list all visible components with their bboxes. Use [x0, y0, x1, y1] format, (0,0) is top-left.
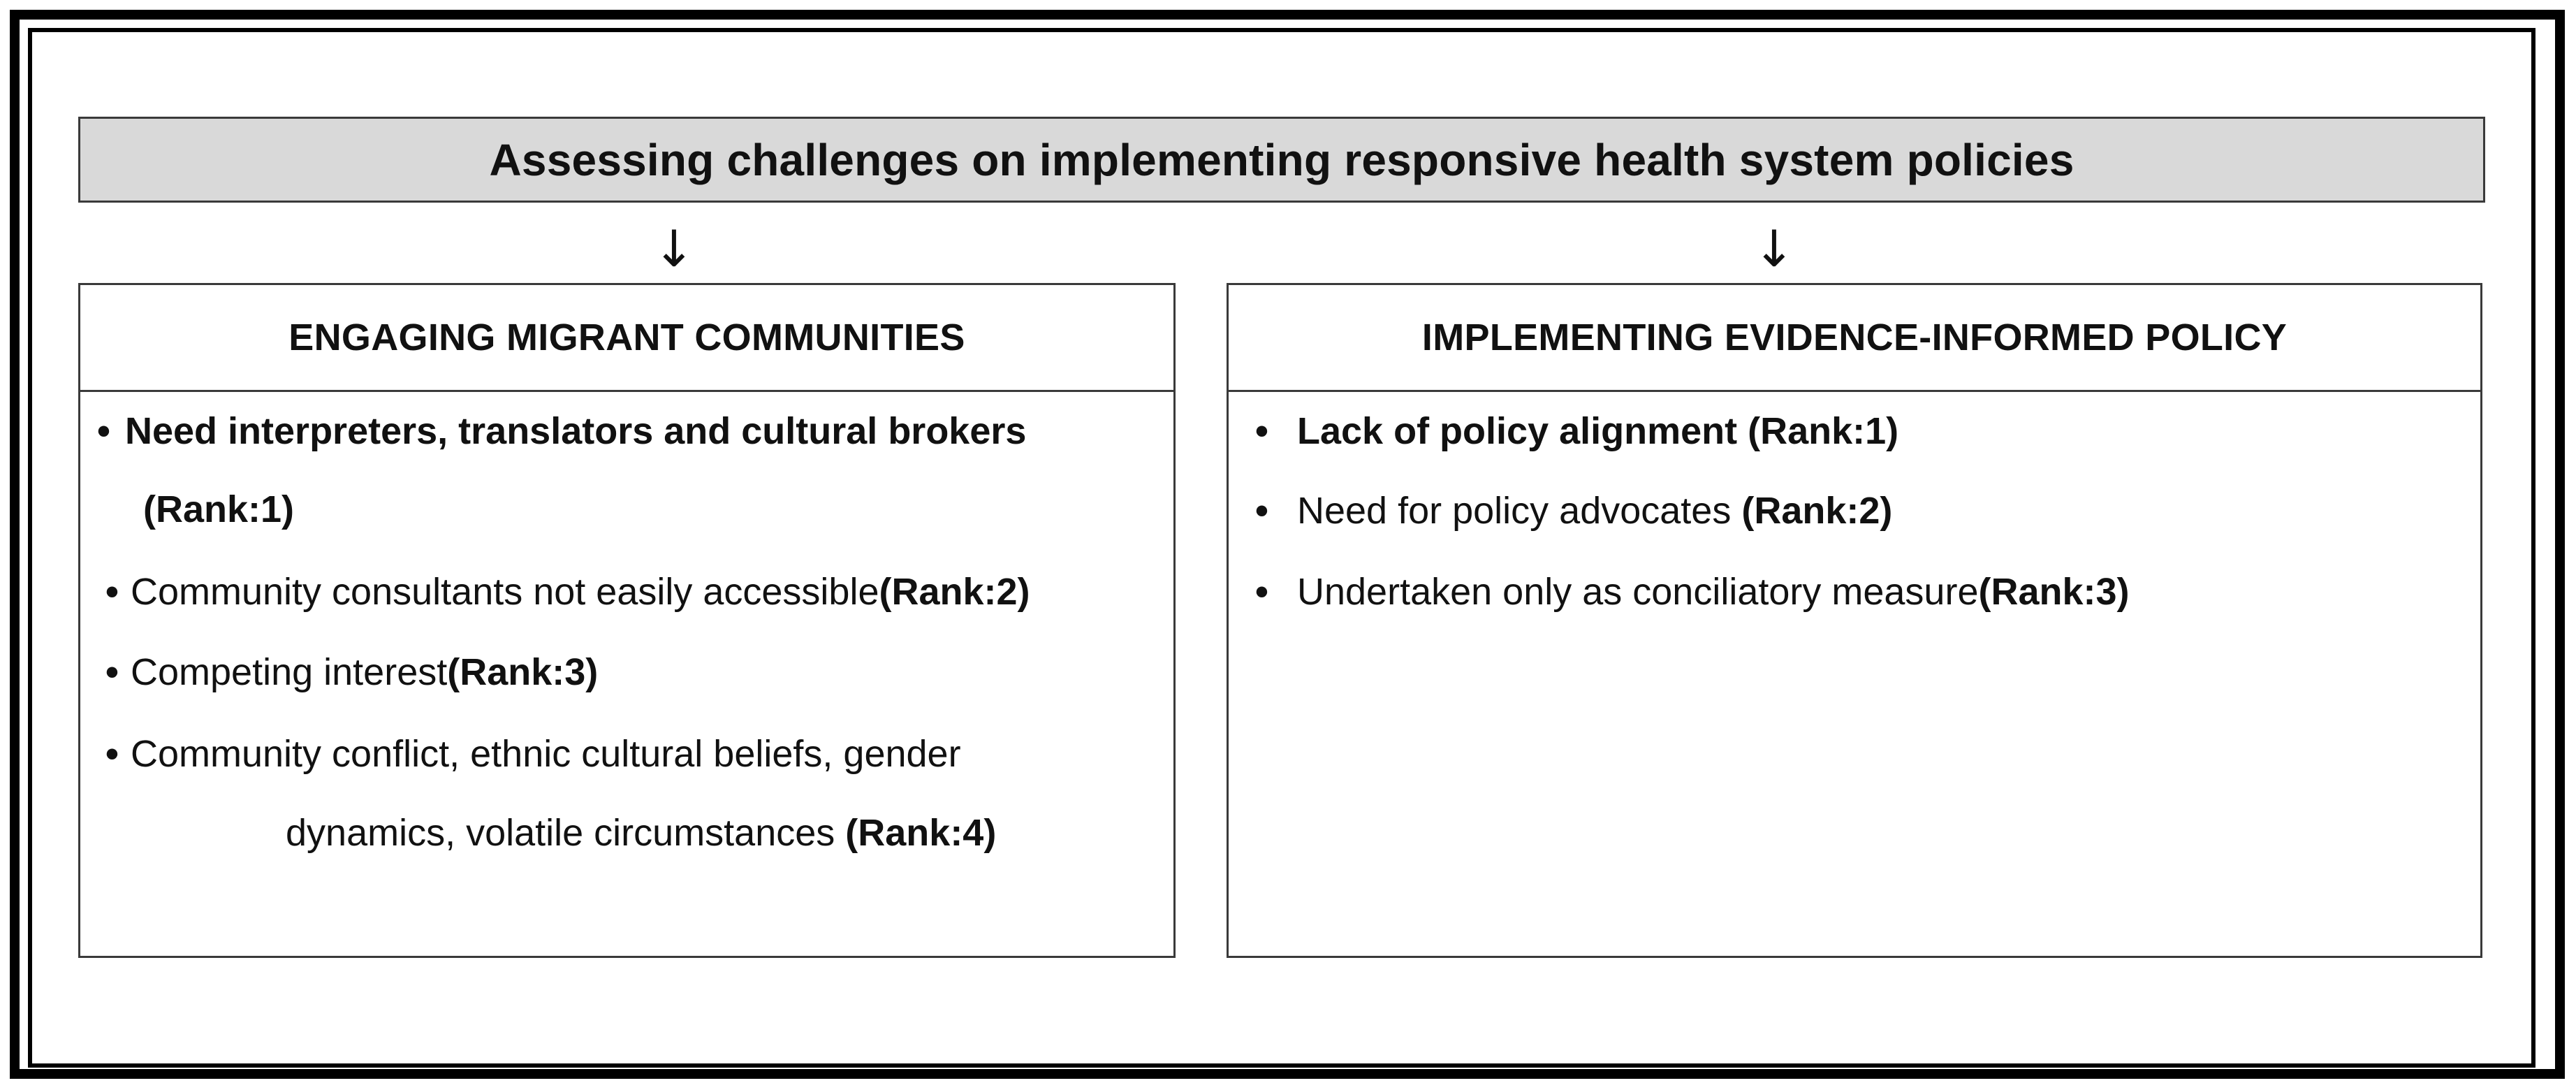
rank-label: (Rank:2) [879, 571, 1030, 613]
list-item-text: dynamics, volatile circumstances [286, 812, 835, 854]
migrant-communities-panel [78, 283, 1176, 958]
list-item [1255, 392, 1898, 470]
list-item-text: Community conflict, ethnic cultural beliefs, gender [131, 733, 961, 775]
bullet-icon: • [97, 410, 110, 452]
list-item [1255, 472, 1892, 550]
list-item [1255, 553, 2130, 631]
bullet-icon: • [1255, 490, 1268, 532]
list-item-rank [143, 470, 294, 548]
list-item [105, 553, 1030, 631]
bullet-icon: • [105, 733, 119, 775]
rank-label: (Rank:4) [845, 812, 997, 854]
list-item [97, 392, 1026, 470]
list-item-text: Competing interest [131, 651, 448, 693]
list-item-text: Need interpreters, translators and cultural brokers [125, 410, 1027, 452]
bullet-icon: • [105, 651, 119, 693]
rank-label: (Rank:2) [1741, 490, 1893, 532]
list-item-text: Undertaken only as conciliatory measure [1297, 571, 1979, 613]
rank-label: (Rank:1) [143, 488, 295, 530]
panel-header-left: ENGAGING MIGRANT COMMUNITIES [80, 285, 1173, 392]
diagram-title [78, 117, 2485, 203]
down-arrow-right-icon: ↓ [1752, 219, 1796, 278]
rank-label: (Rank:3) [447, 651, 599, 693]
rank-label: (Rank:3) [1978, 571, 2130, 613]
panel-header-right: IMPLEMENTING EVIDENCE-INFORMED POLICY [1229, 285, 2480, 392]
bullet-icon: • [1255, 571, 1268, 613]
evidence-policy-panel [1227, 283, 2482, 958]
bullet-icon: • [1255, 410, 1268, 452]
list-item [105, 715, 961, 793]
list-item [105, 633, 598, 711]
down-arrow-left-icon: ↓ [652, 219, 696, 278]
bullet-icon: • [105, 571, 119, 613]
diagram-title-text: Assessing challenges on implementing responsive health system policies [489, 134, 2074, 185]
list-item-text: Lack of policy alignment [1297, 410, 1738, 452]
list-item-text: Community consultants not easily accessible [131, 571, 879, 613]
list-item-text: Need for policy advocates [1297, 490, 1732, 532]
list-item-continuation [286, 794, 996, 872]
rank-label: (Rank:1) [1748, 410, 1899, 452]
